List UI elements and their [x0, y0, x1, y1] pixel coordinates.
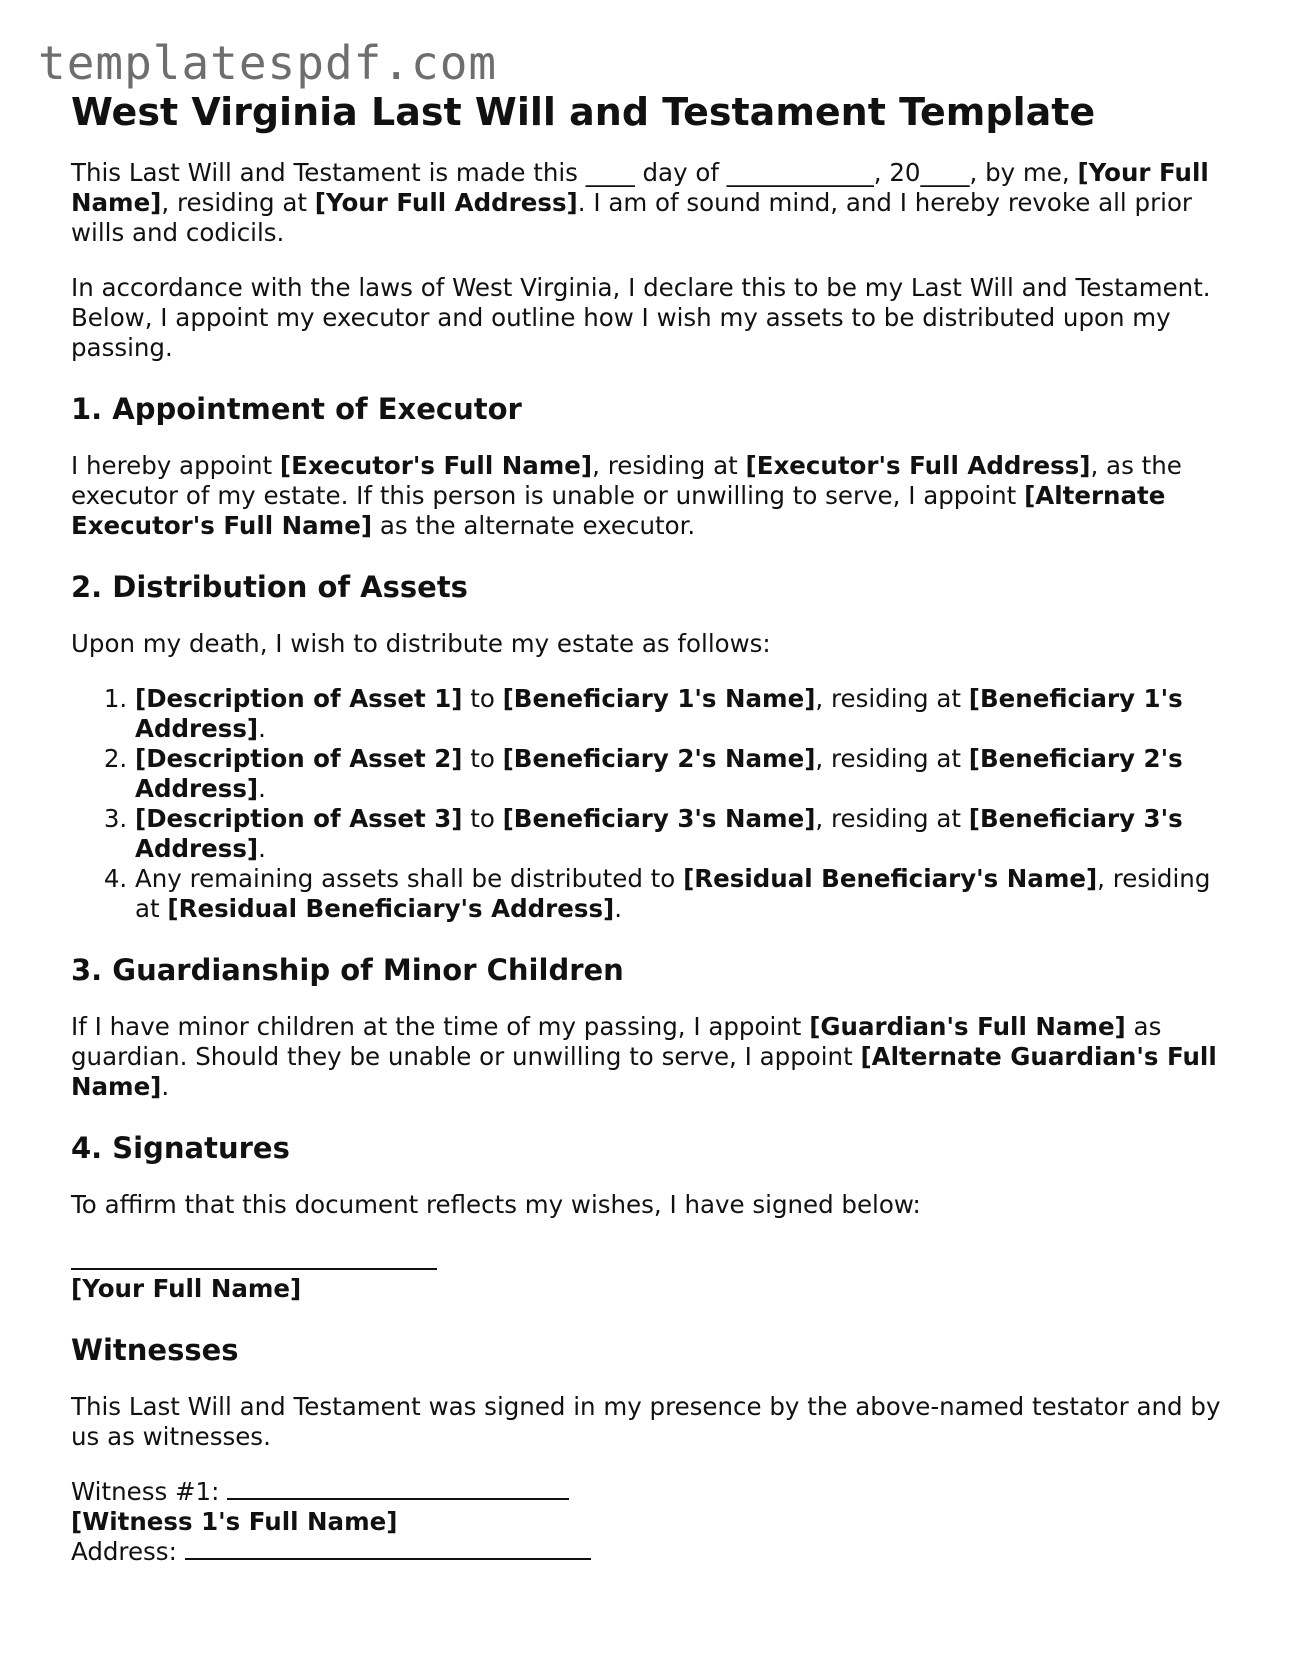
intro-text: , residing at — [161, 188, 315, 217]
witness-1-signature-line[interactable] — [227, 1480, 569, 1500]
executor-name-placeholder: [Executor's Full Name] — [279, 451, 593, 480]
witness-1-name-row — [71, 1507, 1231, 1537]
testator-name-label: [Your Full Name] — [71, 1274, 302, 1303]
asset-text: , residing at — [815, 744, 969, 773]
intro-paragraph-2: In accordance with the laws of West Virginia, I declare this to be my Last Will and Testament. Below, I appoint my executor and outline how I wish my assets to be distributed upon my passing. — [71, 273, 1211, 362]
watermark: templatespdf.com — [38, 36, 498, 90]
witness-1-address-row — [71, 1537, 1231, 1567]
beneficiary-name: [Beneficiary 3's Name] — [502, 804, 816, 833]
executor-text: , as the executor of my estate. If this person is unable or unwilling to serve, I appoint — [71, 451, 1182, 510]
testator-signature-name — [71, 1274, 1231, 1304]
section-heading-witnesses: Witnesses — [71, 1333, 239, 1367]
section-heading-executor: 1. Appointment of Executor — [71, 392, 522, 426]
asset-list-item — [135, 684, 1231, 744]
signatures-paragraph: To affirm that this document reflects my wishes, I have signed below: — [71, 1190, 921, 1219]
residual-beneficiary-address: [Residual Beneficiary's Address] — [167, 894, 615, 923]
executor-address-placeholder: [Executor's Full Address] — [745, 451, 1091, 480]
asset-text: . — [258, 834, 266, 863]
document-page — [71, 88, 1231, 1567]
executor-text: , residing at — [592, 451, 746, 480]
beneficiary-address: [Beneficiary 3's Address] — [135, 804, 1183, 863]
residual-text: Any remaining assets shall be distributed to — [135, 864, 684, 893]
asset-description: [Description of Asset 2] — [135, 744, 463, 773]
asset-list-item — [135, 804, 1231, 864]
section-heading-distribution: 2. Distribution of Assets — [71, 570, 468, 604]
guardian-name-placeholder: [Guardian's Full Name] — [809, 1012, 1126, 1041]
beneficiary-address: [Beneficiary 1's Address] — [135, 684, 1183, 743]
residual-text: . — [614, 894, 623, 923]
intro-text: This Last Will and Testament is made this ____ day of ____________, 20____, by me, — [71, 158, 1078, 187]
distribution-intro: Upon my death, I wish to distribute my estate as follows: — [71, 629, 771, 658]
testator-name-placeholder: [Your Full Name] — [71, 158, 1209, 217]
asset-text: to — [462, 744, 503, 773]
residual-list-item — [135, 864, 1231, 924]
witness-1-name: [Witness 1's Full Name] — [71, 1507, 398, 1536]
guardianship-text: as guardian. Should they be unable or unwilling to serve, I appoint — [71, 1012, 1162, 1071]
asset-text: . — [258, 714, 266, 743]
witness-1-label: Witness #1: — [71, 1477, 228, 1506]
guardianship-paragraph — [71, 1012, 1231, 1102]
asset-description: [Description of Asset 3] — [135, 804, 463, 833]
intro-paragraph-1 — [71, 158, 1231, 248]
testator-address-placeholder: [Your Full Address] — [314, 188, 578, 217]
witness-1-address-label: Address: — [71, 1537, 185, 1566]
asset-text: . — [258, 774, 266, 803]
witness-1-address-line[interactable] — [185, 1540, 591, 1560]
witness-1-signature-row — [71, 1477, 1231, 1507]
asset-text: to — [462, 804, 503, 833]
beneficiary-name: [Beneficiary 2's Name] — [502, 744, 816, 773]
section-heading-signatures: 4. Signatures — [71, 1131, 290, 1165]
alternate-executor-placeholder: [Alternate Executor's Full Name] — [71, 481, 1166, 540]
executor-text: I hereby appoint — [71, 451, 280, 480]
alternate-guardian-placeholder: [Alternate Guardian's Full Name] — [71, 1042, 1217, 1101]
asset-list-item — [135, 744, 1231, 804]
document-title: West Virginia Last Will and Testament Template — [71, 90, 1096, 134]
asset-list — [71, 684, 1231, 924]
guardianship-text: If I have minor children at the time of my passing, I appoint — [71, 1012, 810, 1041]
residual-text: , residing at — [135, 864, 1211, 923]
beneficiary-address: [Beneficiary 2's Address] — [135, 744, 1183, 803]
testator-signature-line[interactable] — [71, 1268, 437, 1270]
witnesses-paragraph: This Last Will and Testament was signed in my presence by the above-named testator and by us as witnesses. — [71, 1392, 1221, 1451]
residual-beneficiary-name: [Residual Beneficiary's Name] — [683, 864, 1098, 893]
asset-text: to — [462, 684, 503, 713]
asset-text: , residing at — [815, 684, 969, 713]
guardianship-text: . — [161, 1072, 170, 1101]
intro-text: . I am of sound mind, and I hereby revoke all prior wills and codicils. — [71, 188, 1193, 247]
section-heading-guardianship: 3. Guardianship of Minor Children — [71, 953, 624, 987]
asset-text: , residing at — [815, 804, 969, 833]
beneficiary-name: [Beneficiary 1's Name] — [502, 684, 816, 713]
executor-text: as the alternate executor. — [372, 511, 696, 540]
executor-paragraph — [71, 451, 1231, 541]
asset-description: [Description of Asset 1] — [135, 684, 463, 713]
